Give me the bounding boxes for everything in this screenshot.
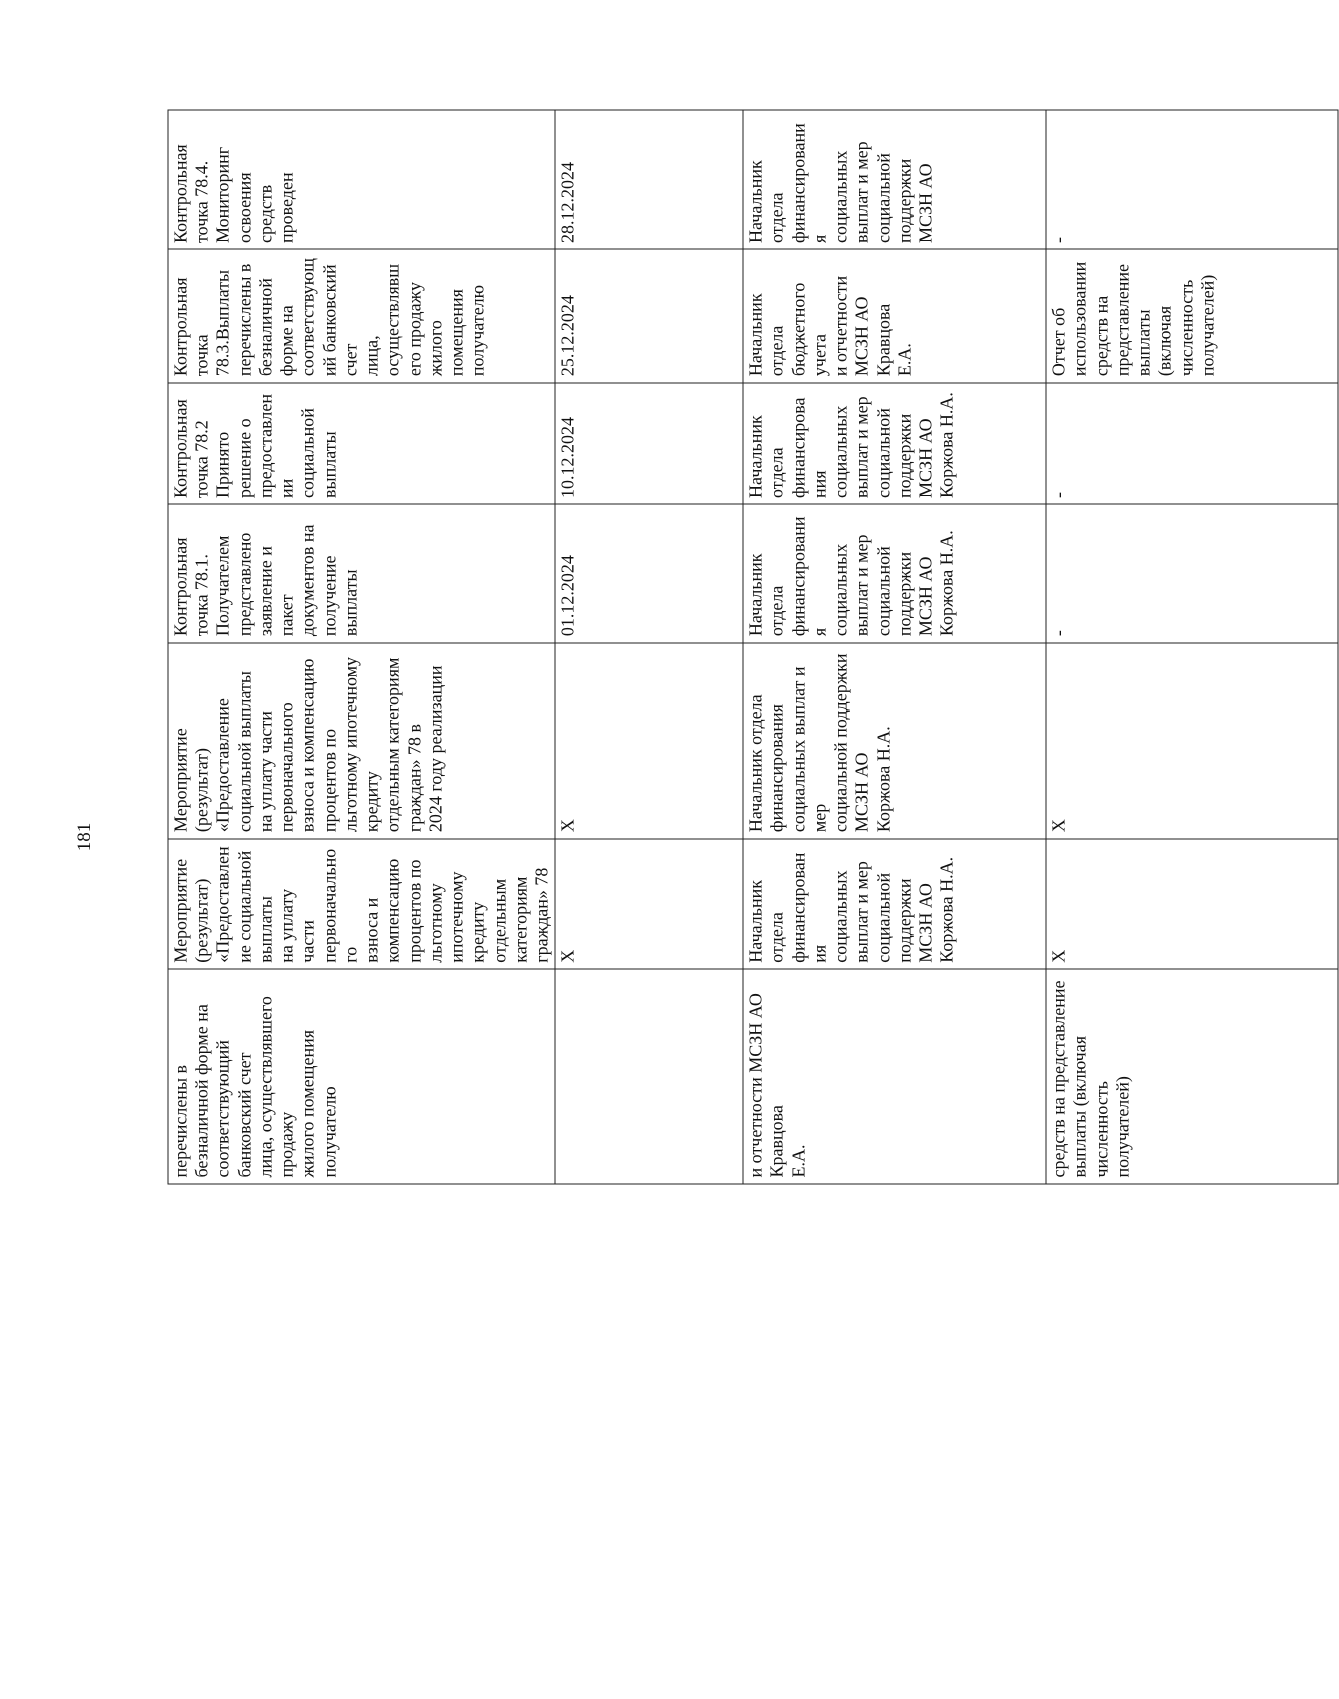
cell-responsible: Начальник отдела финансирования социальных выплат и мер социальной поддержки МСЗН АО Коржова Н.А. — [743, 383, 1046, 505]
cell-document: - — [1046, 383, 1338, 505]
cell-document: - — [1046, 110, 1338, 249]
page-number: 181 — [74, 822, 95, 852]
row-responsible — [743, 110, 1046, 1184]
cell-date: 25.12.2024 — [555, 249, 743, 382]
cell-date: 28.12.2024 — [555, 110, 743, 249]
cell-document: X — [1046, 839, 1338, 970]
row-document — [1046, 110, 1338, 1184]
cell-document: средств на представление выплаты (включая численность получателей) — [1046, 969, 1338, 1184]
cell-name: Контрольная точка 78.3.Выплаты перечислены в безналичной форме на соответствующий банковский счет лица, осуществлявшего продажу жилого помещения получателю — [168, 249, 555, 382]
cell-document: X — [1046, 643, 1338, 839]
row-name — [168, 110, 555, 1184]
activities-table — [168, 110, 1339, 1185]
cell-name: Контрольная точка 78.4. Мониторинг освоения средств проведен — [168, 110, 555, 249]
cell-responsible: Начальник отдела финансирования социальных выплат и мер социальной поддержки МСЗН АО Коржова Н.А. — [743, 643, 1046, 839]
cell-name: Мероприятие (результат) «Предоставление социальной выплаты на уплату части первоначального взноса и компенсацию процентов по льготному ипотечному кредиту отдельным категориям граждан» 78 — [168, 839, 555, 970]
row-date — [555, 110, 743, 1184]
cell-date: X — [555, 643, 743, 839]
cell-responsible: и отчетности МСЗН АО Кравцова Е.А. — [743, 969, 1046, 1184]
rotated-table-container — [168, 110, 1218, 1185]
cell-name: перечислены в безналичной форме на соответствующий банковский счет лица, осуществлявшего продажу жилого помещения получателю — [168, 969, 555, 1184]
cell-responsible: Начальник отдела финансирования социальных выплат и мер социальной поддержки МСЗН АО Коржова Н.А. — [743, 504, 1046, 642]
cell-document: - — [1046, 504, 1338, 642]
cell-name: Контрольная точка 78.2 Принято решение о предоставлении социальной выплаты — [168, 383, 555, 505]
cell-responsible: Начальник отдела бюджетного учета и отчетности МСЗН АО Кравцова Е.А. — [743, 249, 1046, 382]
cell-document: Отчет об использовании средств на представление выплаты (включая численность получателей) — [1046, 249, 1338, 382]
cell-responsible: Начальник отдела финансирования социальных выплат и мер социальной поддержки МСЗН АО Коржова Н.А. — [743, 839, 1046, 970]
cell-date — [555, 969, 743, 1184]
cell-date: X — [555, 839, 743, 970]
cell-date: 01.12.2024 — [555, 504, 743, 642]
cell-date: 10.12.2024 — [555, 383, 743, 505]
cell-name: Мероприятие (результат) «Предоставление социальной выплаты на уплату части первоначального взноса и компенсацию процентов по льготному ипотечному кредиту отдельным категориям граждан» 78 в 2024 году реализации — [168, 643, 555, 839]
cell-name: Контрольная точка 78.1. Получателем представлено заявление и пакет документов на получение выплаты — [168, 504, 555, 642]
cell-responsible: Начальник отдела финансирования социальных выплат и мер социальной поддержки МСЗН АО — [743, 110, 1046, 249]
